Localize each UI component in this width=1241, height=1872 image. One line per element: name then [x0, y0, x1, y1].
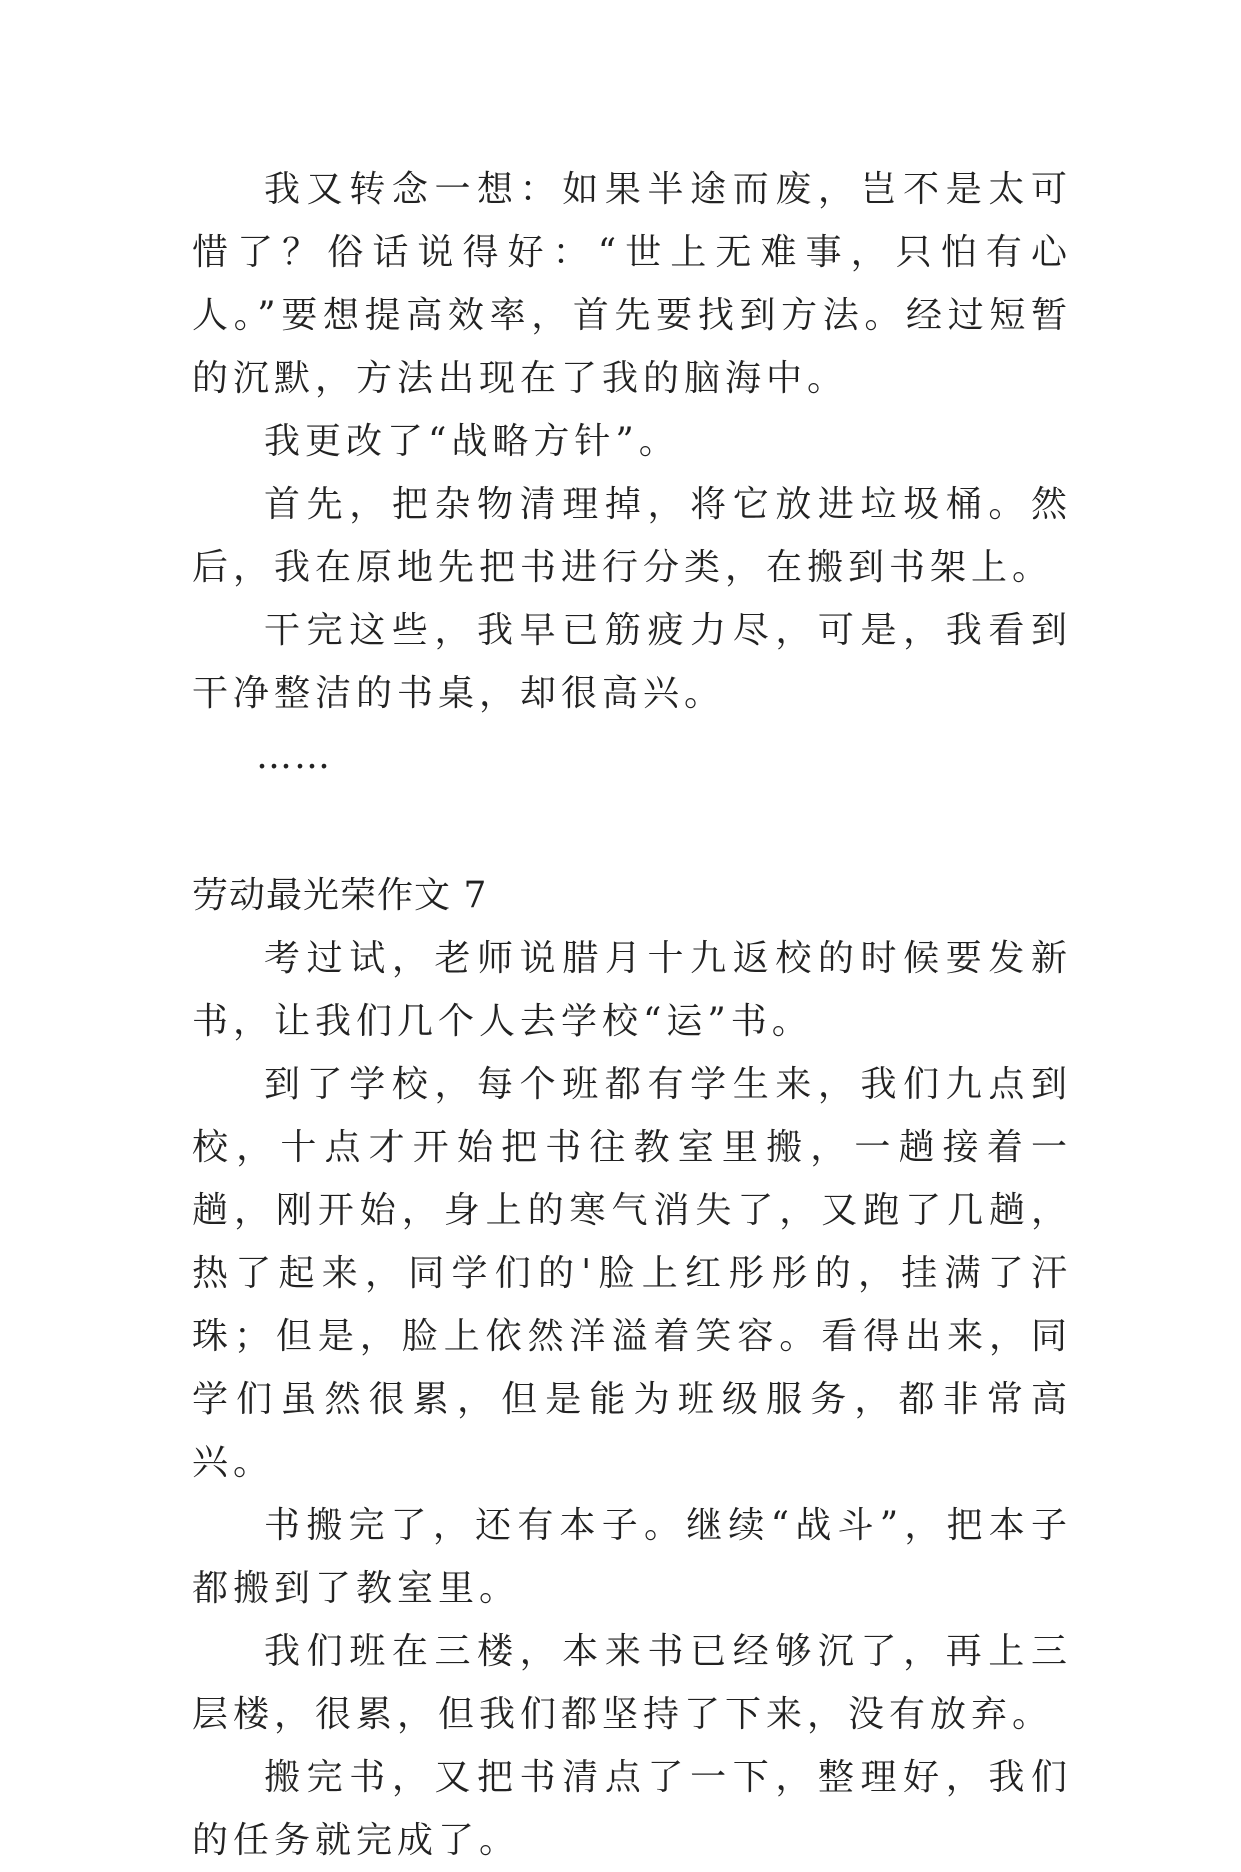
paragraph: 搬完书，又把书清点了一下，整理好，我们的任务就完成了。 — [192, 1757, 1072, 1861]
paragraph: 考过试，老师说腊月十九返校的时候要发新书，让我们几个人去学校“运”书。 — [192, 938, 1072, 1042]
paragraph: 我又转念一想：如果半途而废，岂不是太可惜了？俗话说得好：“世上无难事，只怕有心人。”要想提高效率，首先要找到方法。经过短暂的沉默，方法出现在了我的脑海中。 — [192, 169, 1072, 399]
paragraph: 我们班在三楼，本来书已经够沉了，再上三层楼，很累，但我们都坚持了下来，没有放弃。 — [192, 1631, 1072, 1735]
document-page — [192, 158, 1072, 1872]
ellipsis-line: …… — [256, 736, 332, 777]
paragraph: 我更改了“战略方针”。 — [264, 421, 680, 462]
paragraph: 首先，把杂物清理掉，将它放进垃圾桶。然后，我在原地先把书进行分类，在搬到书架上。 — [192, 484, 1072, 588]
paragraph: 干完这些，我早已筋疲力尽，可是，我看到干净整洁的书桌，却很高兴。 — [192, 610, 1072, 714]
section-gap — [192, 788, 1072, 864]
paragraph: 到了学校，每个班都有学生来，我们九点到校，十点才开始把书往教室里搬，一趟接着一趟，刚开始，身上的寒气消失了，又跑了几趟，热了起来，同学们的'脸上红彤彤的，挂满了汗珠；但是，脸上依然洋溢着笑容。看得出来，同学们虽然很累，但是能为班级服务，都非常高兴。 — [192, 1064, 1072, 1483]
essay-title: 劳动最光荣作文 7 — [192, 875, 488, 916]
paragraph: 书搬完了，还有本子。继续“战斗”，把本子都搬到了教室里。 — [192, 1505, 1072, 1609]
